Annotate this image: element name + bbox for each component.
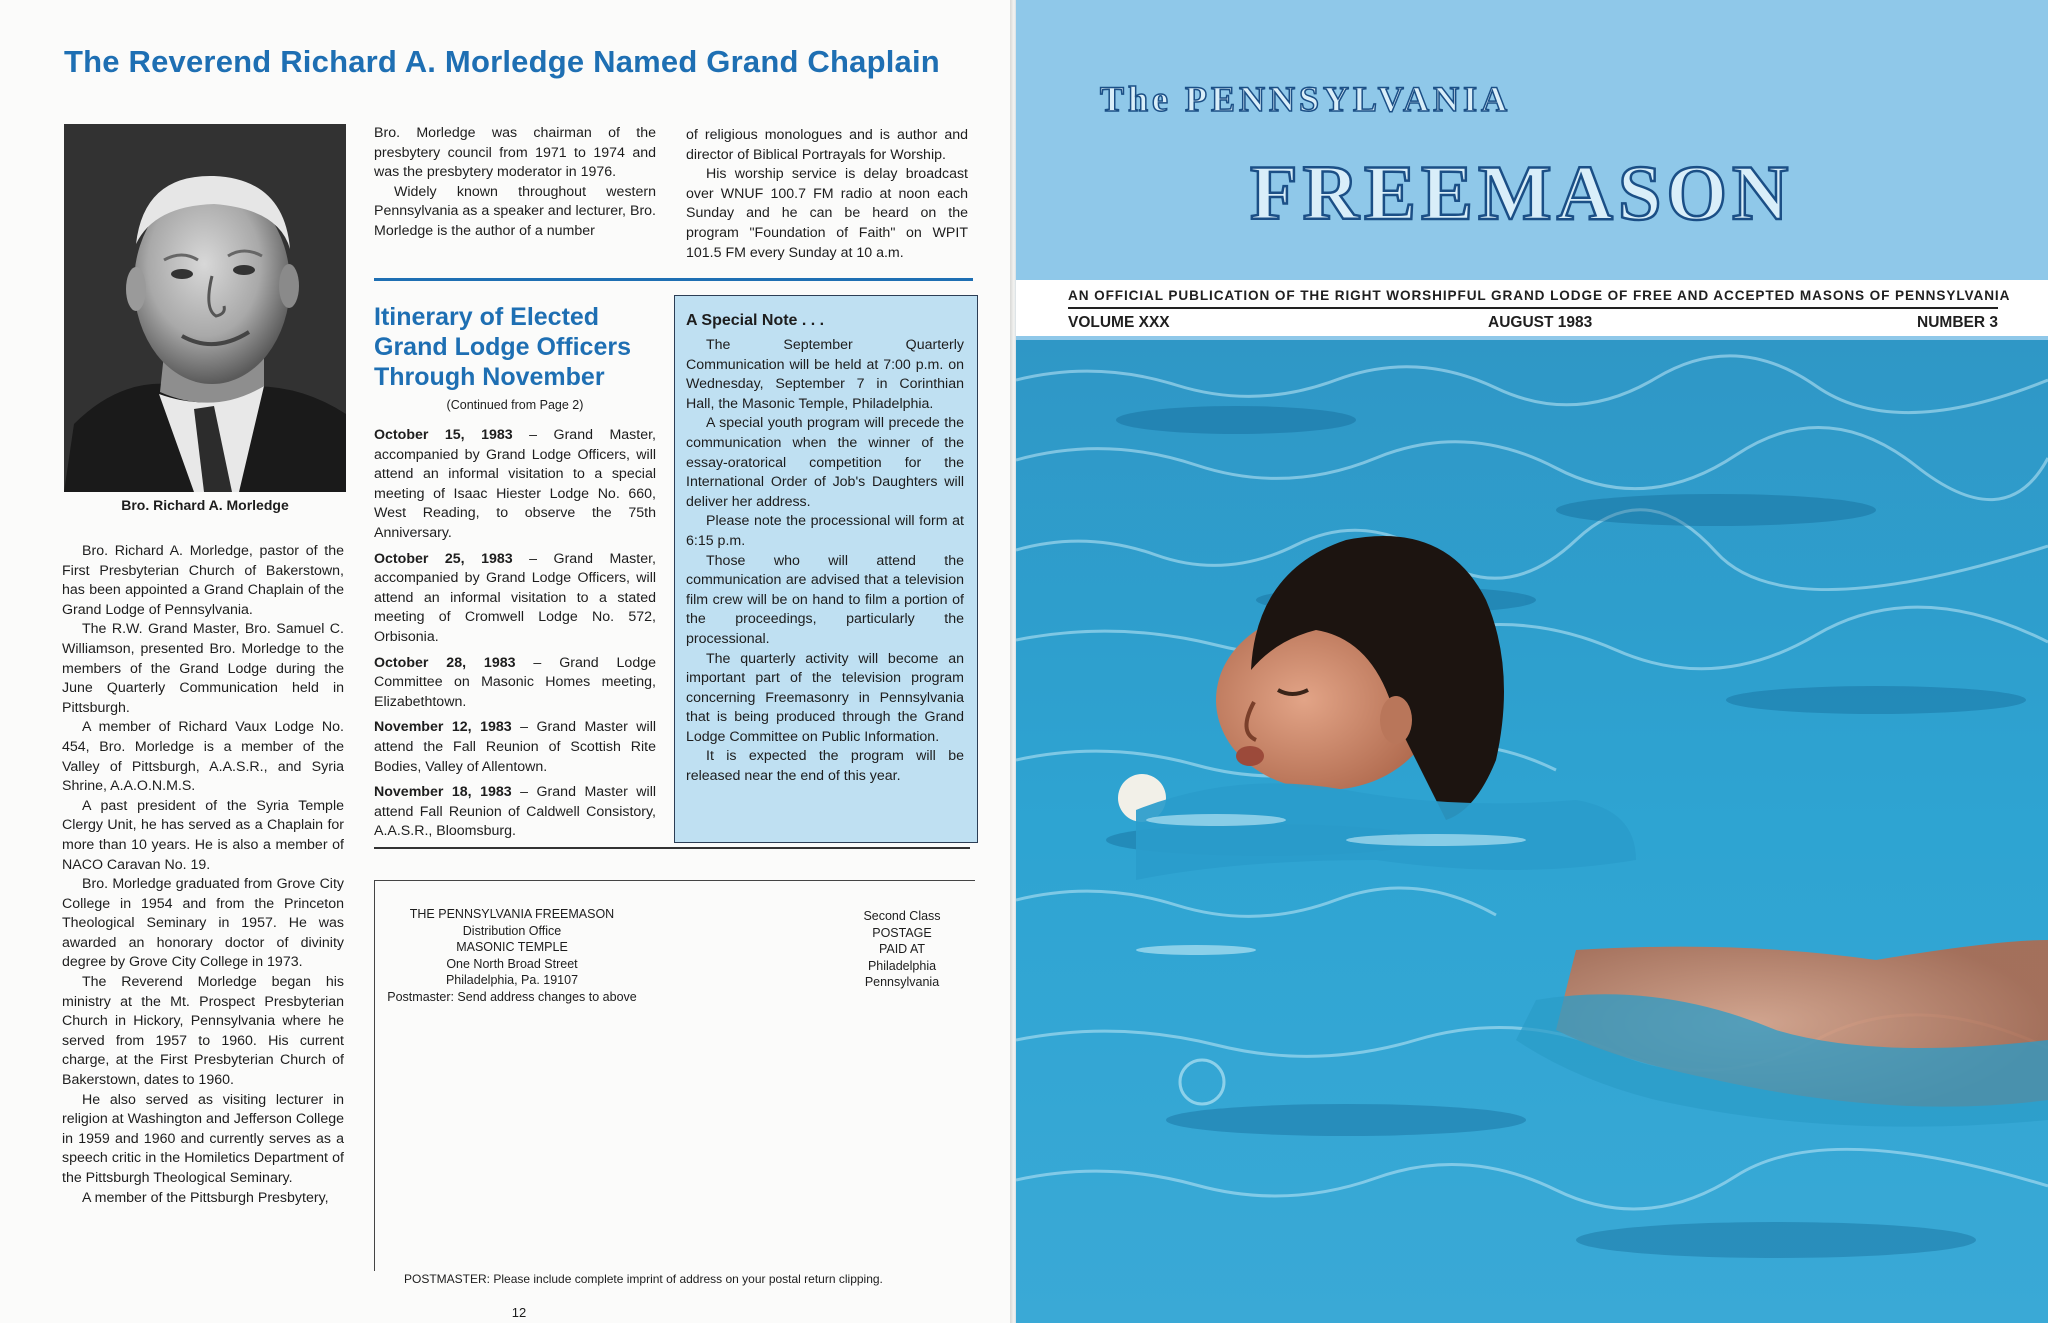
paragraph: A special youth program will precede the communication when the winner of the essay-oratorical competition for the International Order of Job's Daughters will deliver her address. [686,415,964,510]
paragraph: The September Quarterly Communication will be held at 7:00 p.m. on Wednesday, September 7 in Corinthian Hall, the Masonic Temple, Philadelphia. [686,337,964,412]
section-divider [374,847,970,849]
paragraph: of religious monologues and is author and director of Biblical Portrayals for Worship. [686,127,968,163]
paragraph: His worship service is delay broadcast over WNUF 100.7 FM radio at noon each Sunday and he can be heard on the program "Foundation of Faith" on WPIT 101.5 FM every Sunday at 10 a.m. [686,166,968,261]
paragraph: It is expected the program will be released near the end of this year. [686,748,964,785]
paragraph: The R.W. Grand Master, Bro. Samuel C. Williamson, presented Bro. Morledge to the members of the Grand Lodge during the June Quarterly Communication held in Pittsburgh. [62,621,344,716]
entry-date: October 15, 1983 [374,427,513,443]
entry-date: November 12, 1983 [374,719,512,736]
address-line: Postmaster: Send address changes to above [387,989,637,1004]
itinerary-list [374,426,656,848]
postage-line: Pennsylvania [864,975,940,989]
postage-line: POSTAGE [872,925,932,940]
address-line: Distribution Office [462,923,562,938]
paragraph: The quarterly activity will become an important part of the television program concerning Freemasonry in Pennsylvania that is being produced through the Grand Lodge Committee on Public Information. [686,650,964,745]
entry-text: – Grand Master will attend Fall Reunion of Caldwell Consistory, A.A.S.R., Bloomsburg. [374,784,656,840]
paragraph: Please note the processional will form at 6:15 p.m. [686,513,964,549]
left-page [0,0,1010,1323]
entry-text: – Grand Master, accompanied by Grand Lodge Officers, will attend an informal visitation to a special meeting of Isaac Hiester Lodge No. 660, West Reading, to observe the 75th Anniversary. [374,427,656,541]
entry-text: – Grand Master, accompanied by Grand Lodge Officers, will attend an informal visitation to a stated meeting of Cromwell Lodge No. 572, Orbisonia. [374,550,656,645]
entry-date: November 18, 1983 [374,784,512,801]
paragraph: Bro. Morledge graduated from Grove City College in 1954 and from the Princeton Theological Seminary in 1957. He was awarded an honorary doctor of divinity degree by Grove City College in 1973. [62,876,344,971]
article-column-2 [374,124,656,242]
itinerary-entry [374,426,656,544]
itinerary-entry [374,783,656,842]
paragraph: Those who will attend the communication are advised that a television film crew will be on hand to film a portion of the proceedings, particularly the processional. [686,552,964,647]
entry-text: – Grand Lodge Committee on Masonic Homes meeting, Elizabethtown. [374,654,656,710]
address-line: Philadelphia, Pa. 19107 [445,973,579,987]
entry-text: – Grand Master will attend the Fall Reunion of Scottish Rite Bodies, Valley of Allentown. [374,719,656,775]
entry-date: October 25, 1983 [374,550,513,567]
address-line: THE PENNSYLVANIA FREEMASON [409,907,615,921]
itinerary-entry [374,550,656,648]
band-rule [1068,307,1998,309]
publication-line: AN OFFICIAL PUBLICATION OF THE RIGHT WORSHIPFUL GRAND LODGE OF FREE AND ACCEPTED MASONS OF PENNSYLVANIA [1068,288,2011,303]
special-note-box [674,295,978,843]
entry-date: October 28, 1983 [374,654,516,671]
section-divider [374,278,973,281]
issue-number: NUMBER 3 [1917,314,1998,331]
address-line: MASONIC TEMPLE [456,940,568,954]
itinerary-entry [374,654,656,713]
paragraph: A member of the Pittsburgh Presbytery, [82,1189,329,1206]
issue-date: AUGUST 1983 [1488,314,1593,331]
paragraph: Widely known throughout western Pennsylvania as a speaker and lecturer, Bro. Morledge is the author of a number [374,183,656,239]
itinerary-title: Itinerary of Elected Grand Lodge Officers Through November [374,303,631,391]
postmaster-note: POSTMASTER: Please include complete imprint of address on your postal return clipping. [404,1272,883,1286]
paragraph: He also served as visiting lecturer in religion at Washington and Jefferson College in 1959 and 1960 and currently serves as a speech critic in the Homiletics Department of the Pittsburgh Theological Seminary. [62,1091,344,1186]
postage-line: Second Class [863,909,941,923]
postage-line: Philadelphia [867,958,937,973]
address-line: One North Broad Street [446,956,578,971]
article-column-3 [686,126,968,263]
paragraph: A past president of the Syria Temple Clergy Unit, he has served as a Chaplain for more than 10 years. He is also a member of NACO Caravan No. 19. [62,797,344,873]
paragraph: Bro. Richard A. Morledge, pastor of the First Presbyterian Church of Bakerstown, has been appointed a Grand Chaplain of the Grand Lodge of Pennsylvania. [62,543,344,618]
postage-line: PAID AT [878,942,926,956]
mailing-address-block [386,906,638,1005]
masthead-the: The PENNSYLVANIA [1100,79,1512,119]
paragraph: The Reverend Morledge began his ministry at the Mt. Prospect Presbyterian Church in Hickory, Pennsylvania where he served from 1957 to 1960. His current charge, at the First Presbyterian Church of Bakerstown, dates to 1960. [62,974,344,1089]
itinerary-entry [374,718,656,777]
paragraph: A member of Richard Vaux Lodge No. 454, Bro. Morledge is a member of the Valley of Pittsburgh, A.A.S.R., and Syria Shrine, A.A.O.N.M.S. [62,719,344,795]
special-note-title: A Special Note . . . [686,312,825,329]
masthead-title: FREEMASON [1250,149,1794,236]
paragraph: Bro. Morledge was chairman of the presbytery council from 1971 to 1974 and was the presbytery moderator in 1976. [374,125,656,181]
volume-label: VOLUME XXX [1068,314,1170,331]
page-number: 12 [511,1305,527,1320]
cover-photo-swimmer [1016,340,2048,1323]
photo-caption: Bro. Richard A. Morledge [121,497,289,513]
cover-page [1016,0,2048,1323]
postage-indicia [842,908,962,991]
article-headline: The Reverend Richard A. Morledge Named Grand Chaplain [64,44,940,79]
article-column-1 [62,542,344,1208]
continued-note: (Continued from Page 2) [446,398,584,412]
portrait-photo [64,124,346,492]
